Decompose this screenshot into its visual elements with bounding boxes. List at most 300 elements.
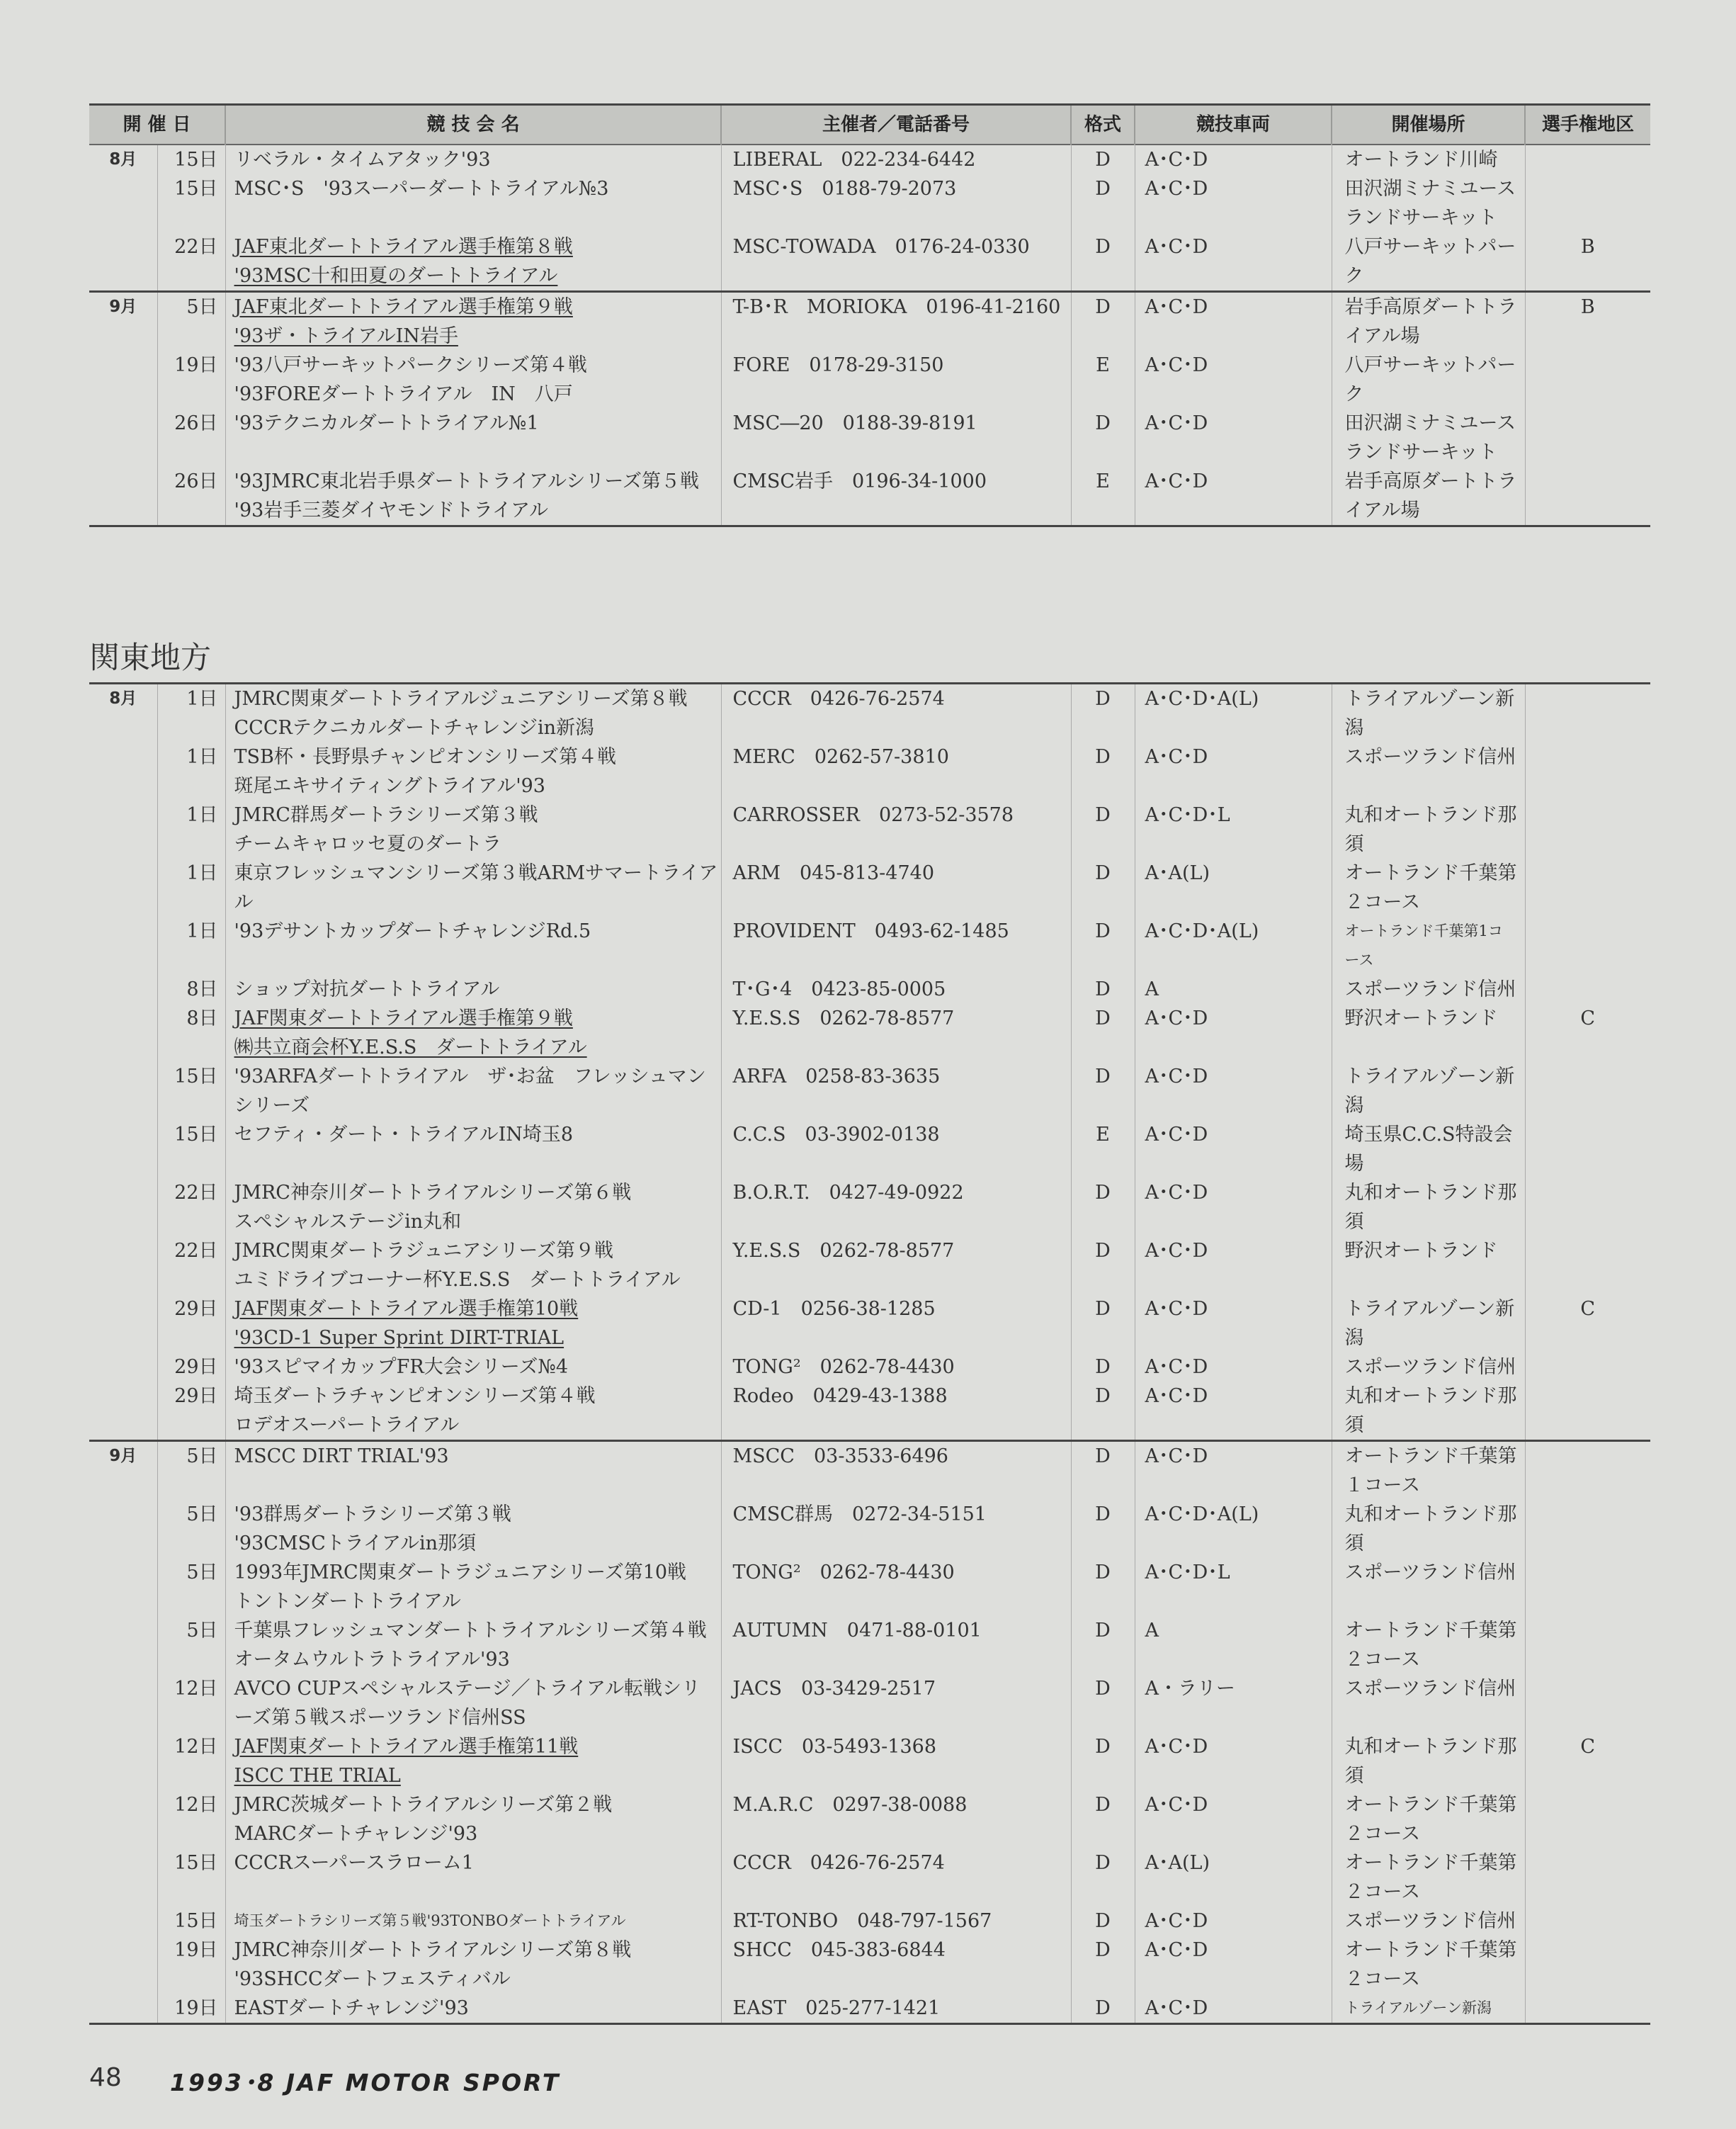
region-cell xyxy=(1525,1616,1650,1674)
vehicles-cell: A･C･D xyxy=(1135,1994,1332,2024)
day-cell: 15日 xyxy=(157,1120,225,1178)
region-cell xyxy=(1525,917,1650,975)
event-name-cell xyxy=(225,292,721,351)
event-name-cell xyxy=(225,1790,721,1848)
table-row xyxy=(89,1848,1650,1907)
region-cell xyxy=(1525,1120,1650,1178)
day-cell: 15日 xyxy=(157,145,225,174)
region-cell xyxy=(1525,145,1650,174)
day-cell: 15日 xyxy=(157,1848,225,1907)
vehicles-cell: A･C･D xyxy=(1135,1441,1332,1501)
region-cell xyxy=(1525,742,1650,801)
organizer-cell: CCCR 0426-76-2574 xyxy=(721,684,1071,743)
venue-line: スポーツランド信州 xyxy=(1344,1356,1516,1378)
event-name-line: 東京フレッシュマンシリーズ第３戦ARMサマートライア xyxy=(234,862,718,884)
month-cell xyxy=(89,1500,157,1558)
event-name-line: '93ARFAダートトライアル ザ･お盆 フレッシュマン xyxy=(234,1066,706,1088)
venue-line: オートランド千葉第 xyxy=(1344,1794,1517,1816)
event-name-line: '93CMSCトライアルin那須 xyxy=(234,1532,477,1554)
event-name-line: JMRC群馬ダートラシリーズ第３戦 xyxy=(234,804,538,826)
vehicles-cell: A･C･D･A(L) xyxy=(1135,684,1332,743)
vehicles-cell: A･C･D･L xyxy=(1135,801,1332,859)
table-row xyxy=(89,917,1650,975)
venue-cell xyxy=(1332,1294,1525,1352)
month-cell xyxy=(89,1236,157,1294)
venue-cell xyxy=(1332,742,1525,801)
venue-line: オートランド千葉第 xyxy=(1344,1445,1517,1467)
event-name-line: 埼玉ダートラチャンピオンシリーズ第４戦 xyxy=(234,1385,596,1407)
venue-cell xyxy=(1332,1848,1525,1907)
vehicles-cell: A･C･D xyxy=(1135,351,1332,409)
event-name-cell xyxy=(225,174,721,232)
event-name-line: 埼玉ダートラシリーズ第５戦'93TONBOダートトライアル xyxy=(234,1912,626,1929)
format-cell: D xyxy=(1071,1062,1135,1120)
month-cell xyxy=(89,1294,157,1352)
organizer-cell: CCCR 0426-76-2574 xyxy=(721,1848,1071,1907)
header-date: 開 催 日 xyxy=(89,105,225,145)
venue-cell xyxy=(1332,1674,1525,1732)
venue-line: ２コース xyxy=(1344,1968,1421,1990)
month-cell xyxy=(89,917,157,975)
event-name-cell xyxy=(225,1382,721,1441)
event-name-cell xyxy=(225,351,721,409)
day-cell: 1日 xyxy=(157,742,225,801)
region-cell xyxy=(1525,1352,1650,1382)
event-name-line: MSC･S '93スーパーダートトライアル№3 xyxy=(234,178,609,200)
vehicles-cell: A･C･D xyxy=(1135,467,1332,526)
venue-line: ランドサーキット xyxy=(1344,441,1497,463)
day-cell: 19日 xyxy=(157,1994,225,2024)
header-format: 格式 xyxy=(1071,105,1135,145)
organizer-cell: ARFA 0258-83-3635 xyxy=(721,1062,1071,1120)
day-cell: 19日 xyxy=(157,1936,225,1994)
format-cell: D xyxy=(1071,292,1135,351)
event-name-line: JMRC神奈川ダートトライアルシリーズ第６戦 xyxy=(234,1182,632,1204)
vehicles-cell: A･C･D･A(L) xyxy=(1135,1500,1332,1558)
organizer-cell: AUTUMN 0471-88-0101 xyxy=(721,1616,1071,1674)
month-cell xyxy=(89,1120,157,1178)
event-name-line: MSCC DIRT TRIAL'93 xyxy=(234,1445,449,1467)
organizer-cell: CMSC岩手 0196-34-1000 xyxy=(721,467,1071,526)
region-cell xyxy=(1525,1558,1650,1616)
format-cell: D xyxy=(1071,232,1135,292)
vehicles-cell: A･C･D xyxy=(1135,409,1332,467)
venue-line: 野沢オートランド xyxy=(1344,1007,1498,1029)
venue-line: 須 xyxy=(1344,1765,1364,1787)
day-cell: 22日 xyxy=(157,1178,225,1236)
event-name-line: ル xyxy=(234,891,254,913)
organizer-cell: MSC･S 0188-79-2073 xyxy=(721,174,1071,232)
event-name-cell xyxy=(225,1178,721,1236)
page-number: 48 xyxy=(89,2063,122,2092)
venue-line: オートランド千葉第1コース xyxy=(1344,922,1503,969)
day-cell: 22日 xyxy=(157,1236,225,1294)
organizer-cell: CD-1 0256-38-1285 xyxy=(721,1294,1071,1352)
month-cell xyxy=(89,351,157,409)
header-venue: 開催場所 xyxy=(1332,105,1525,145)
organizer-cell: MSC-TOWADA 0176-24-0330 xyxy=(721,232,1071,292)
day-cell: 8日 xyxy=(157,975,225,1004)
organizer-cell: TONG² 0262-78-4430 xyxy=(721,1558,1071,1616)
event-name-line: JAF東北ダートトライアル選手権第８戦 xyxy=(234,236,573,258)
vehicles-cell: A･C･D xyxy=(1135,742,1332,801)
organizer-cell: M.A.R.C 0297-38-0088 xyxy=(721,1790,1071,1848)
event-name-line: JAF関東ダートトライアル選手権第11戦 xyxy=(234,1736,579,1758)
event-name-line: ㈱共立商会杯Y.E.S.S ダートトライアル xyxy=(234,1037,587,1058)
format-cell: D xyxy=(1071,975,1135,1004)
venue-line: 田沢湖ミナミユース xyxy=(1344,412,1516,434)
venue-cell xyxy=(1332,1382,1525,1441)
format-cell: D xyxy=(1071,174,1135,232)
table-row xyxy=(89,1236,1650,1294)
venue-line: ２コース xyxy=(1344,1649,1421,1671)
month-cell xyxy=(89,1790,157,1848)
event-name-cell xyxy=(225,801,721,859)
month-cell xyxy=(89,1936,157,1994)
day-cell: 15日 xyxy=(157,1062,225,1120)
venue-line: スポーツランド信州 xyxy=(1344,978,1516,1000)
table-row xyxy=(89,1616,1650,1674)
venue-cell xyxy=(1332,1616,1525,1674)
event-name-cell xyxy=(225,1062,721,1120)
region-cell: C xyxy=(1580,1007,1596,1029)
venue-cell xyxy=(1332,1907,1525,1936)
table-row xyxy=(89,1558,1650,1616)
vehicles-cell: A･C･D xyxy=(1135,1732,1332,1790)
region-cell: B xyxy=(1525,292,1650,351)
venue-cell xyxy=(1332,145,1525,174)
organizer-cell: TONG² 0262-78-4430 xyxy=(721,1352,1071,1382)
venue-cell xyxy=(1332,801,1525,859)
event-name-line: AVCO CUPスペシャルステージ／トライアル転戦シリ xyxy=(234,1678,700,1700)
venue-line: スポーツランド信州 xyxy=(1344,1910,1516,1932)
venue-line: 須 xyxy=(1344,833,1364,855)
venue-cell xyxy=(1332,1790,1525,1848)
vehicles-cell: A･C･D xyxy=(1135,1004,1332,1062)
organizer-cell: T-B･R MORIOKA 0196-41-2160 xyxy=(721,292,1071,351)
region-cell xyxy=(1525,1062,1650,1120)
header-vehicles: 競技車両 xyxy=(1135,105,1332,145)
event-name-line: 千葉県フレッシュマンダートトライアルシリーズ第４戦 xyxy=(234,1620,707,1642)
day-cell: 15日 xyxy=(157,1907,225,1936)
venue-cell xyxy=(1332,292,1525,351)
vehicles-cell: A・ラリー xyxy=(1135,1674,1332,1732)
event-name-line: '93SHCCダートフェスティバル xyxy=(234,1968,511,1990)
venue-line: 須 xyxy=(1344,1414,1364,1436)
organizer-cell: T･G･4 0423-85-0005 xyxy=(721,975,1071,1004)
venue-line: ランドサーキット xyxy=(1344,207,1497,229)
day-cell: 5日 xyxy=(157,1500,225,1558)
event-name-line: '93群馬ダートラシリーズ第３戦 xyxy=(234,1503,511,1525)
format-cell: D xyxy=(1071,1936,1135,1994)
day-cell: 22日 xyxy=(157,232,225,292)
venue-cell xyxy=(1332,232,1525,292)
event-name-line: JMRC茨城ダートトライアルシリーズ第２戦 xyxy=(234,1794,613,1816)
format-cell: D xyxy=(1071,1994,1135,2024)
table-row xyxy=(89,1500,1650,1558)
month-cell xyxy=(89,1352,157,1382)
organizer-cell: CARROSSER 0273-52-3578 xyxy=(721,801,1071,859)
region-cell xyxy=(1525,1236,1650,1294)
table-row xyxy=(89,1936,1650,1994)
vehicles-cell: A･C･D xyxy=(1135,1236,1332,1294)
venue-line: ク xyxy=(1344,383,1364,405)
day-cell: 8日 xyxy=(157,1004,225,1062)
venue-line: トライアルゾーン新 xyxy=(1344,1298,1515,1320)
event-name-cell xyxy=(225,684,721,743)
region-cell xyxy=(1525,1848,1650,1907)
organizer-cell: FORE 0178-29-3150 xyxy=(721,351,1071,409)
format-cell: D xyxy=(1071,859,1135,917)
day-cell: 1日 xyxy=(157,801,225,859)
month-cell xyxy=(89,801,157,859)
venue-cell xyxy=(1332,174,1525,232)
format-cell: D xyxy=(1071,1616,1135,1674)
event-name-line: トントンダートトライアル xyxy=(234,1591,461,1613)
region-cell xyxy=(1525,859,1650,917)
month-cell xyxy=(89,1062,157,1120)
venue-line: 潟 xyxy=(1344,1095,1364,1117)
event-name-line: '93JMRC東北岩手県ダートトライアルシリーズ第５戦 xyxy=(234,470,700,492)
format-cell: D xyxy=(1071,742,1135,801)
month-cell xyxy=(89,1848,157,1907)
day-cell: 15日 xyxy=(157,174,225,232)
venue-cell xyxy=(1332,1441,1525,1501)
table-row xyxy=(89,1382,1650,1441)
venue-cell xyxy=(1332,351,1525,409)
event-name-cell xyxy=(225,409,721,467)
vehicles-cell: A xyxy=(1135,975,1332,1004)
venue-line: 八戸サーキットパー xyxy=(1344,236,1516,258)
event-name-line: TSB杯・長野県チャンピオンシリーズ第４戦 xyxy=(234,746,617,768)
organizer-cell: C.C.S 03-3902-0138 xyxy=(721,1120,1071,1178)
region-cell xyxy=(1525,1178,1650,1236)
region-cell xyxy=(1525,409,1650,467)
vehicles-cell: A･C･D xyxy=(1135,1790,1332,1848)
day-cell: 12日 xyxy=(157,1732,225,1790)
organizer-cell: Rodeo 0429-43-1388 xyxy=(721,1382,1071,1441)
format-cell: D xyxy=(1071,1732,1135,1790)
event-name-cell xyxy=(225,742,721,801)
organizer-cell: EAST 025-277-1421 xyxy=(721,1994,1071,2024)
vehicles-cell: A xyxy=(1135,1616,1332,1674)
event-name-cell xyxy=(225,1352,721,1382)
region-cell xyxy=(1525,174,1650,232)
table-row xyxy=(89,1441,1650,1501)
venue-line: オートランド川崎 xyxy=(1344,149,1498,171)
format-cell: D xyxy=(1071,1441,1135,1501)
format-cell: D xyxy=(1071,1674,1135,1732)
venue-line: 丸和オートランド那 xyxy=(1344,1736,1517,1758)
event-name-line: JMRC関東ダートラジュニアシリーズ第９戦 xyxy=(234,1240,613,1262)
month-cell xyxy=(89,975,157,1004)
event-name-line: シリーズ xyxy=(234,1095,310,1117)
day-cell: 29日 xyxy=(157,1294,225,1352)
region-cell xyxy=(1525,1674,1650,1732)
day-cell: 1日 xyxy=(157,859,225,917)
month-cell xyxy=(89,409,157,467)
vehicles-cell: A･A(L) xyxy=(1135,859,1332,917)
table-row xyxy=(89,174,1650,232)
venue-cell xyxy=(1332,1558,1525,1616)
venue-line: トライアルゾーン新 xyxy=(1344,1066,1515,1088)
tohoku-schedule-table xyxy=(89,103,1650,527)
table-row xyxy=(89,1994,1650,2024)
magazine-title: 1993･8 JAF MOTOR SPORT xyxy=(170,2069,561,2096)
header-name: 競 技 会 名 xyxy=(225,105,721,145)
venue-line: 田沢湖ミナミユース xyxy=(1344,178,1516,200)
event-name-line: スペシャルステージin丸和 xyxy=(234,1211,462,1233)
vehicles-cell: A･C･D xyxy=(1135,1062,1332,1120)
venue-line: オートランド千葉第 xyxy=(1344,1939,1517,1961)
kanto-schedule-table xyxy=(89,682,1650,2025)
header-region: 選手権地区 xyxy=(1525,105,1650,145)
format-cell: D xyxy=(1071,1558,1135,1616)
month-cell xyxy=(89,1382,157,1441)
event-name-cell xyxy=(225,1848,721,1907)
table-row xyxy=(89,409,1650,467)
venue-cell xyxy=(1332,467,1525,526)
event-name-cell xyxy=(225,232,721,292)
day-cell: 26日 xyxy=(157,409,225,467)
venue-cell xyxy=(1332,1500,1525,1558)
venue-cell xyxy=(1332,917,1525,975)
event-name-cell xyxy=(225,917,721,975)
table-row xyxy=(89,232,1650,292)
region-cell xyxy=(1525,1441,1650,1501)
event-name-line: 斑尾エキサイティングトライアル'93 xyxy=(234,775,545,797)
table-row xyxy=(89,742,1650,801)
event-name-line: JAF関東ダートトライアル選手権第10戦 xyxy=(234,1298,579,1320)
table-row xyxy=(89,1907,1650,1936)
vehicles-cell: A･C･D xyxy=(1135,145,1332,174)
venue-line: 丸和オートランド那 xyxy=(1344,1182,1517,1204)
format-cell: D xyxy=(1071,1382,1135,1441)
organizer-cell: MERC 0262-57-3810 xyxy=(721,742,1071,801)
venue-line: 野沢オートランド xyxy=(1344,1240,1498,1262)
event-name-line: ーズ第５戦スポーツランド信州SS xyxy=(234,1707,526,1729)
vehicles-cell: A･C･D xyxy=(1135,1352,1332,1382)
table-row xyxy=(89,801,1650,859)
venue-line: 八戸サーキットパー xyxy=(1344,354,1516,376)
venue-cell xyxy=(1332,684,1525,743)
format-cell: D xyxy=(1071,684,1135,743)
month-cell xyxy=(89,1178,157,1236)
venue-cell xyxy=(1332,975,1525,1004)
event-name-cell xyxy=(225,1558,721,1616)
format-cell: D xyxy=(1071,145,1135,174)
event-name-cell xyxy=(225,1674,721,1732)
section-title-kanto: 関東地方 xyxy=(89,640,211,676)
event-name-cell xyxy=(225,975,721,1004)
table-row xyxy=(89,1178,1650,1236)
vehicles-cell: A･C･D･L xyxy=(1135,1558,1332,1616)
venue-line: スポーツランド信州 xyxy=(1344,1678,1516,1700)
event-name-line: '93八戸サーキットパークシリーズ第４戦 xyxy=(234,354,587,376)
day-cell: 5日 xyxy=(157,1616,225,1674)
organizer-cell: ISCC 03-5493-1368 xyxy=(721,1732,1071,1790)
venue-line: トライアルゾーン新 xyxy=(1344,688,1515,710)
region-cell xyxy=(1525,975,1650,1004)
venue-line: イアル場 xyxy=(1344,499,1420,521)
event-name-line: MARCダートチャレンジ'93 xyxy=(234,1823,478,1845)
venue-line: ク xyxy=(1344,265,1364,287)
month-cell: 8月 xyxy=(89,145,157,174)
event-name-cell xyxy=(225,859,721,917)
event-name-line: '93デサントカップダートチャレンジRd.5 xyxy=(234,920,591,942)
event-name-line: '93スピマイカップFR大会シリーズ№4 xyxy=(234,1356,569,1378)
day-cell: 26日 xyxy=(157,467,225,526)
month-cell xyxy=(89,1616,157,1674)
event-name-line: オータムウルトラトライアル'93 xyxy=(234,1649,510,1671)
vehicles-cell: A･C･D xyxy=(1135,1120,1332,1178)
venue-line: １コース xyxy=(1344,1474,1421,1496)
event-name-cell xyxy=(225,1732,721,1790)
venue-line: オートランド千葉第 xyxy=(1344,1620,1517,1642)
venue-line: 丸和オートランド那 xyxy=(1344,804,1517,826)
table-row xyxy=(89,1120,1650,1178)
venue-line: イアル場 xyxy=(1344,325,1420,347)
event-name-line: JMRC関東ダートトライアルジュニアシリーズ第８戦 xyxy=(234,688,688,710)
venue-line: オートランド千葉第 xyxy=(1344,1852,1517,1874)
vehicles-cell: A･C･D xyxy=(1135,1178,1332,1236)
event-name-line: '93FOREダートトライアル IN 八戸 xyxy=(234,383,573,405)
day-cell: 5日 xyxy=(157,1441,225,1501)
organizer-cell: Y.E.S.S 0262-78-8577 xyxy=(721,1004,1071,1062)
format-cell: D xyxy=(1071,1236,1135,1294)
organizer-cell: RT-TONBO 048-797-1567 xyxy=(721,1907,1071,1936)
event-name-line: ショップ対抗ダートトライアル xyxy=(234,978,500,1000)
event-name-line: ISCC THE TRIAL xyxy=(234,1765,401,1787)
vehicles-cell: A･C･D･A(L) xyxy=(1135,917,1332,975)
venue-cell xyxy=(1332,1352,1525,1382)
table-row xyxy=(89,145,1650,174)
month-cell xyxy=(89,1732,157,1790)
venue-line: ２コース xyxy=(1344,891,1421,913)
venue-cell xyxy=(1332,1120,1525,1178)
format-cell: D xyxy=(1071,1848,1135,1907)
month-cell xyxy=(89,1674,157,1732)
month-cell xyxy=(89,742,157,801)
organizer-cell: JACS 03-3429-2517 xyxy=(721,1674,1071,1732)
table-row xyxy=(89,975,1650,1004)
event-name-line: ユミドライブコーナー杯Y.E.S.S ダートトライアル xyxy=(234,1269,681,1291)
table-row xyxy=(89,1062,1650,1120)
vehicles-cell: A･C･D xyxy=(1135,174,1332,232)
table-row xyxy=(89,1674,1650,1732)
event-name-line: セフティ・ダート・トライアルIN埼玉8 xyxy=(234,1124,574,1146)
organizer-cell: ARM 045-813-4740 xyxy=(721,859,1071,917)
event-name-cell xyxy=(225,1120,721,1178)
organizer-cell: MSC―20 0188-39-8191 xyxy=(721,409,1071,467)
venue-cell xyxy=(1332,1004,1525,1062)
event-name-cell xyxy=(225,1994,721,2024)
month-cell: 9月 xyxy=(89,1441,157,1501)
venue-line: ２コース xyxy=(1344,1881,1421,1903)
day-cell: 1日 xyxy=(157,684,225,743)
organizer-cell: MSCC 03-3533-6496 xyxy=(721,1441,1071,1501)
region-cell xyxy=(1525,684,1650,743)
month-cell xyxy=(89,1907,157,1936)
venue-line: 潟 xyxy=(1344,717,1364,739)
organizer-cell: LIBERAL 022-234-6442 xyxy=(721,145,1071,174)
table-row xyxy=(89,467,1650,526)
vehicles-cell: A･A(L) xyxy=(1135,1848,1332,1907)
venue-cell xyxy=(1332,409,1525,467)
month-cell xyxy=(89,467,157,526)
venue-line: 埼玉県C.C.S特設会場 xyxy=(1344,1124,1513,1175)
table-row xyxy=(89,1732,1650,1790)
